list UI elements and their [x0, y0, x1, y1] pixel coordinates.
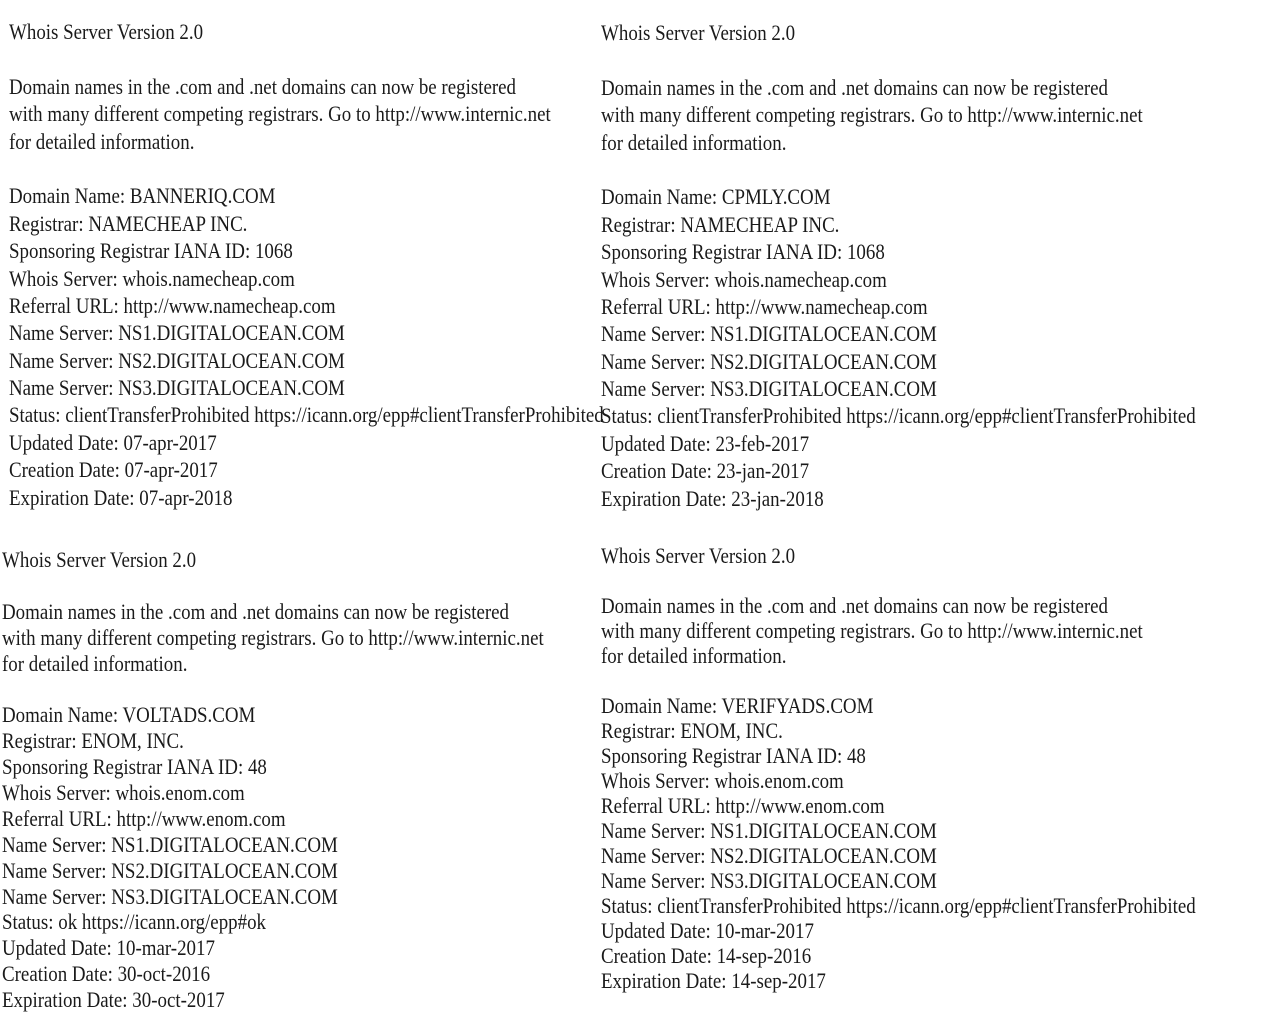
status: Status: ok https://icann.org/epp#ok	[2, 909, 266, 935]
updated-date: Updated Date: 07-apr-2017	[9, 429, 217, 455]
iana-id: Sponsoring Registrar IANA ID: 1068	[601, 239, 885, 265]
name-server: Name Server: NS2.DIGITALOCEAN.COM	[9, 347, 345, 373]
expiration-date: Expiration Date: 07-apr-2018	[9, 484, 233, 510]
whois-server: Whois Server: whois.namecheap.com	[601, 266, 887, 292]
iana-id: Sponsoring Registrar IANA ID: 48	[601, 743, 866, 768]
name-server: Name Server: NS1.DIGITALOCEAN.COM	[9, 320, 345, 346]
notice-line: for detailed information.	[2, 650, 188, 676]
notice-line: Domain names in the .com and .net domains can now be registered	[601, 74, 1109, 100]
whois-header: Whois Server Version 2.0	[601, 543, 796, 568]
domain-name: Domain Name: CPMLY.COM	[601, 184, 831, 210]
status: Status: clientTransferProhibited https://icann.org/epp#clientTransferProhibited	[9, 402, 604, 428]
expiration-date: Expiration Date: 23-jan-2018	[601, 485, 824, 511]
spacer	[601, 156, 1280, 183]
notice-line: for detailed information.	[601, 129, 787, 155]
notice-line: with many different competing registrars. Go to http://www.internic.net	[2, 624, 544, 650]
creation-date: Creation Date: 30-oct-2016	[2, 961, 211, 987]
creation-date: Creation Date: 07-apr-2017	[9, 457, 218, 483]
registrar: Registrar: NAMECHEAP INC.	[9, 210, 248, 236]
status: Status: clientTransferProhibited https://icann.org/epp#clientTransferProhibited	[601, 403, 1196, 429]
status: Status: clientTransferProhibited https://icann.org/epp#clientTransferProhibited	[601, 893, 1196, 918]
whois-header: Whois Server Version 2.0	[601, 20, 796, 45]
creation-date: Creation Date: 23-jan-2017	[601, 458, 810, 484]
registrar: Registrar: ENOM, INC.	[601, 718, 783, 743]
name-server: Name Server: NS1.DIGITALOCEAN.COM	[601, 818, 937, 843]
spacer	[601, 668, 1280, 693]
referral-url: Referral URL: http://www.enom.com	[2, 805, 286, 831]
spacer	[601, 568, 1280, 593]
domain-name: Domain Name: VERIFYADS.COM	[601, 693, 874, 718]
whois-record-voltads	[2, 547, 632, 1013]
whois-record-verifyads	[601, 543, 1280, 993]
name-server: Name Server: NS3.DIGITALOCEAN.COM	[2, 883, 338, 909]
registrar: Registrar: ENOM, INC.	[2, 728, 184, 754]
referral-url: Referral URL: http://www.enom.com	[601, 793, 885, 818]
name-server: Name Server: NS3.DIGITALOCEAN.COM	[601, 376, 937, 402]
spacer	[9, 45, 701, 72]
name-server: Name Server: NS2.DIGITALOCEAN.COM	[2, 857, 338, 883]
registrar: Registrar: NAMECHEAP INC.	[601, 211, 840, 237]
domain-name: Domain Name: VOLTADS.COM	[2, 702, 256, 728]
name-server: Name Server: NS3.DIGITALOCEAN.COM	[9, 375, 345, 401]
updated-date: Updated Date: 23-feb-2017	[601, 430, 810, 456]
notice-line: Domain names in the .com and .net domains can now be registered	[2, 598, 510, 624]
name-server: Name Server: NS1.DIGITALOCEAN.COM	[601, 321, 937, 347]
notice-line: with many different competing registrars. Go to http://www.internic.net	[601, 102, 1143, 128]
name-server: Name Server: NS3.DIGITALOCEAN.COM	[601, 868, 937, 893]
expiration-date: Expiration Date: 30-oct-2017	[2, 987, 225, 1013]
notice-line: for detailed information.	[9, 128, 195, 154]
whois-server: Whois Server: whois.enom.com	[2, 780, 245, 806]
name-server: Name Server: NS2.DIGITALOCEAN.COM	[601, 348, 937, 374]
iana-id: Sponsoring Registrar IANA ID: 48	[2, 754, 267, 780]
notice-line: Domain names in the .com and .net domains can now be registered	[9, 73, 517, 99]
whois-record-cpmly	[601, 19, 1280, 512]
notice-line: with many different competing registrars. Go to http://www.internic.net	[601, 618, 1143, 643]
spacer	[2, 573, 632, 599]
whois-header: Whois Server Version 2.0	[9, 19, 204, 44]
referral-url: Referral URL: http://www.namecheap.com	[9, 292, 336, 318]
referral-url: Referral URL: http://www.namecheap.com	[601, 293, 928, 319]
creation-date: Creation Date: 14-sep-2016	[601, 943, 812, 968]
domain-name: Domain Name: BANNERIQ.COM	[9, 183, 276, 209]
iana-id: Sponsoring Registrar IANA ID: 1068	[9, 238, 293, 264]
whois-server: Whois Server: whois.namecheap.com	[9, 265, 295, 291]
whois-header: Whois Server Version 2.0	[2, 547, 197, 572]
expiration-date: Expiration Date: 14-sep-2017	[601, 968, 826, 993]
name-server: Name Server: NS2.DIGITALOCEAN.COM	[601, 843, 937, 868]
whois-server: Whois Server: whois.enom.com	[601, 768, 844, 793]
whois-record-banneriq	[9, 18, 701, 511]
notice-line: with many different competing registrars. Go to http://www.internic.net	[9, 101, 551, 127]
updated-date: Updated Date: 10-mar-2017	[601, 918, 814, 943]
spacer	[2, 676, 632, 702]
notice-line: for detailed information.	[601, 643, 787, 668]
spacer	[601, 46, 1280, 73]
spacer	[9, 155, 701, 182]
updated-date: Updated Date: 10-mar-2017	[2, 935, 215, 961]
notice-line: Domain names in the .com and .net domains can now be registered	[601, 593, 1109, 618]
name-server: Name Server: NS1.DIGITALOCEAN.COM	[2, 831, 338, 857]
